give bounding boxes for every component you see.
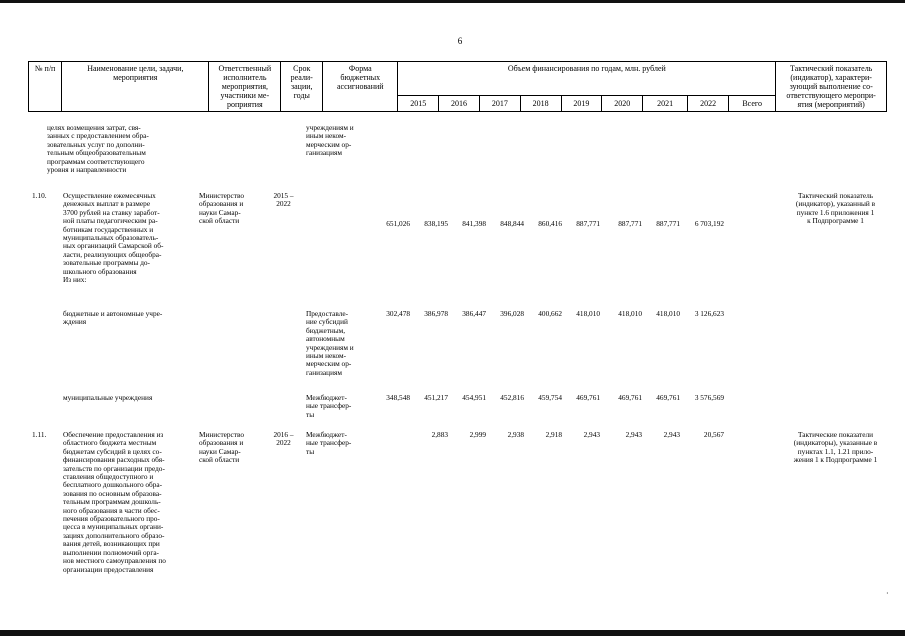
- row-name: бюджетные и автономные учре- ждения: [63, 309, 163, 327]
- value-cell: 2,938: [507, 430, 524, 439]
- row-term: 2015 – 2022: [273, 191, 294, 209]
- value-cell: 454,951: [462, 393, 486, 402]
- value-cell: 841,398: [462, 219, 486, 228]
- table-header: [28, 61, 887, 112]
- header-year: 2022: [688, 96, 729, 112]
- value-total: 3 126,623: [694, 309, 724, 318]
- row-form: учреждениям и иным неком- мерческим ор- ганизациям: [306, 123, 354, 158]
- value-cell: 418,010: [618, 309, 642, 318]
- header-year: 2015: [398, 96, 439, 112]
- value-cell: 887,771: [576, 219, 600, 228]
- value-cell: 2,883: [431, 430, 448, 439]
- value-cell: 848,844: [500, 219, 524, 228]
- scan-speck: ·: [886, 589, 889, 598]
- header-year: 2017: [479, 96, 520, 112]
- value-cell: 418,010: [576, 309, 600, 318]
- header-name: Наименование цели, задачи, мероприятия: [62, 62, 209, 112]
- value-cell: 469,761: [576, 393, 600, 402]
- value-cell: 396,028: [500, 309, 524, 318]
- row-name: целях возмещения затрат, свя- занных с предоставлением обра- зовательных услуг по дополни- тельным общеобразовательным программам соответствующего уровня и направленности: [47, 123, 149, 175]
- header-indicator: Тактический показатель (индикатор), характери- зующий выполнение со- ответствующего меропри- ятия (мероприятий): [776, 62, 887, 112]
- value-cell: 302,478: [386, 309, 410, 318]
- header-year: 2021: [643, 96, 688, 112]
- value-cell: 400,662: [538, 309, 562, 318]
- header-year: 2019: [561, 96, 602, 112]
- header-term: Срок реали- зации, годы: [281, 62, 323, 112]
- value-cell: 2,943: [625, 430, 642, 439]
- value-cell: 469,761: [656, 393, 680, 402]
- value-total: 6 703,192: [694, 219, 724, 228]
- value-total: 20,567: [703, 430, 724, 439]
- row-form: Межбюджет- ные трансфер- ты: [306, 430, 352, 456]
- value-cell: 452,816: [500, 393, 524, 402]
- row-num: 1.11.: [32, 430, 47, 439]
- row-name: Осуществление ежемесячных денежных выплат в размере 3700 рублей на ставку заработ- ной платы педагогическим ра- ботникам государственных и муниципальных образователь- ных организаций Самарской об- ласти, реализующих общеобра- зовательные программы до- школьного образования Из них:: [63, 191, 164, 285]
- row-responsible: Министерство образования и науки Самар- ской области: [199, 430, 244, 465]
- value-cell: 2,943: [663, 430, 680, 439]
- row-responsible: Министерство образования и науки Самар- ской области: [199, 191, 244, 226]
- value-cell: 459,754: [538, 393, 562, 402]
- value-cell: 2,918: [545, 430, 562, 439]
- row-form: Межбюджет- ные трансфер- ты: [306, 393, 352, 419]
- page-number: 6: [457, 36, 463, 46]
- row-num: 1.10.: [32, 191, 47, 200]
- header-year: 2020: [602, 96, 643, 112]
- row-name: муниципальные учреждения: [63, 393, 153, 402]
- header-volume: Объем финансирования по годам, млн. рублей: [398, 62, 776, 96]
- row-term: 2016 – 2022: [273, 430, 294, 448]
- value-cell: 838,195: [424, 219, 448, 228]
- value-cell: 860,416: [538, 219, 562, 228]
- value-cell: 386,447: [462, 309, 486, 318]
- value-cell: 451,217: [424, 393, 448, 402]
- header-year: 2016: [439, 96, 480, 112]
- value-cell: 348,548: [386, 393, 410, 402]
- value-cell: 2,943: [583, 430, 600, 439]
- header-year-total: Всего: [729, 96, 776, 112]
- header-num: № п/п: [29, 62, 62, 112]
- value-cell: 2,999: [469, 430, 486, 439]
- row-indicator: Тактический показатель (индикатор), указанный в пункте 1.6 приложения 1 к Подпрограмме 1: [795, 191, 876, 226]
- header-form: Форма бюджетных ассигнований: [323, 62, 398, 112]
- value-cell: 651,026: [386, 219, 410, 228]
- row-name: Обеспечение предоставления из областного бюджета местным бюджетам субсидий в целях со- финансирования расходных обя- зательств по организации предо- ставления общедоступного и бесплатного дошкольного обра- зования по основным образова- тельным программам дошколь- ного образования в части обес- печения образовательного про- цесса в муниципальных органи- зациях дополнительного образо- вания детей, возникающих при выполнении полномочий орга- нов местного самоуправления по организации предоставления: [63, 430, 166, 574]
- top-border: [0, 0, 905, 3]
- header-year: 2018: [520, 96, 561, 112]
- value-cell: 418,010: [656, 309, 680, 318]
- value-cell: 386,978: [424, 309, 448, 318]
- value-cell: 887,771: [656, 219, 680, 228]
- table-body: [28, 121, 887, 626]
- row-indicator: Тактические показатели (индикаторы), указанные в пунктах 1.1, 1.21 прило- жения 1 к Подпрограмме 1: [793, 430, 878, 465]
- value-total: 3 576,569: [694, 393, 724, 402]
- bottom-border: [0, 630, 905, 636]
- value-cell: 887,771: [618, 219, 642, 228]
- row-form: Предоставле- ние субсидий бюджетным, автономным учреждениям и иным неком- мерческим ор- ганизациям: [306, 309, 354, 377]
- value-cell: 469,761: [618, 393, 642, 402]
- header-responsible: Ответственный исполнитель мероприятия, участники ме- роприятия: [209, 62, 281, 112]
